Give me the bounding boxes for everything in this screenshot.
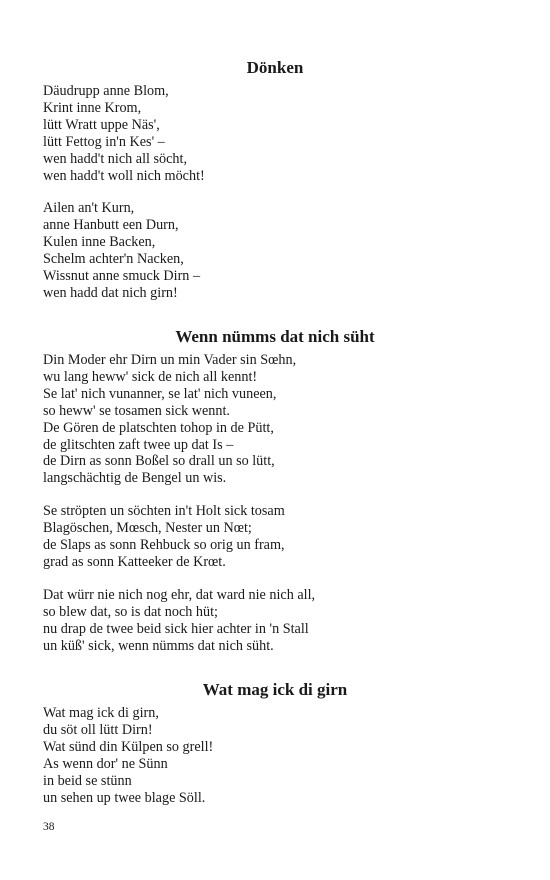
verse-line: wu lang heww' sick de nich all kennt! bbox=[43, 368, 258, 385]
verse-line: so heww' se tosamen sick wennt. bbox=[43, 402, 230, 419]
verse-line: nu drap de twee beid sick hier achter in 'n Stall bbox=[43, 620, 309, 637]
verse-line: un sehen up twee blage Söll. bbox=[43, 789, 206, 806]
verse-line: grad as sonn Katteeker de Krœt. bbox=[43, 553, 226, 570]
verse-line: wen hadd't nich all söcht, bbox=[43, 150, 188, 167]
stanza bbox=[43, 587, 513, 655]
verse-line: wen hadd't woll nich möcht! bbox=[43, 167, 205, 184]
verse-line: Ailen an't Kurn, bbox=[43, 200, 135, 216]
verse-line: Se lat' nich vunanner, se lat' nich vuneen, bbox=[43, 385, 277, 402]
stanza bbox=[43, 705, 513, 806]
verse-line: Din Moder ehr Dirn un min Vader sin Sœhn, bbox=[43, 352, 297, 368]
verse-line: Krint inne Krom, bbox=[43, 99, 142, 116]
verse-line: de Dirn as sonn Boßel so drall un so lütt, bbox=[43, 453, 275, 470]
verse-line: Kulen inne Backen, bbox=[43, 233, 156, 250]
poem-title-wenn-nuemms: Wenn nümms dat nich süht bbox=[175, 327, 375, 346]
verse-line: Blagöschen, Mœsch, Nester un Nœt; bbox=[43, 519, 252, 536]
poem-title-doenken: Dönken bbox=[246, 58, 304, 77]
verse-line: Dat würr nie nich nog ehr, dat ward nie nich all, bbox=[43, 587, 316, 603]
verse-line: so blew dat, so is dat noch hüt; bbox=[43, 603, 218, 620]
verse-line: wen hadd dat nich girn! bbox=[43, 284, 178, 301]
verse-line: de Slaps as sonn Rehbuck so orig un fram, bbox=[43, 536, 285, 553]
poem-title-wat-mag-ick: Wat mag ick di girn bbox=[202, 680, 348, 699]
verse-line: de glitschten zaft twee up dat Is – bbox=[43, 436, 234, 453]
verse-line: Däudrupp anne Blom, bbox=[43, 83, 169, 99]
verse-line: un küß' sick, wenn nümms dat nich süht. bbox=[43, 637, 274, 654]
page-number: 38 bbox=[43, 821, 55, 833]
verse-line: lütt Wratt uppe Näs', bbox=[43, 116, 160, 133]
stanza bbox=[43, 352, 513, 487]
verse-line: du söt oll lütt Dirn! bbox=[43, 721, 153, 738]
verse-line: Se ströpten un söchten in't Holt sick tosam bbox=[43, 503, 285, 519]
verse-line: langschächtig de Bengel un wis. bbox=[43, 470, 227, 487]
verse-line: anne Hanbutt een Durn, bbox=[43, 216, 179, 233]
stanza bbox=[43, 503, 513, 571]
verse-line: De Gören de platschten tohop in de Pütt, bbox=[43, 419, 274, 436]
stanza bbox=[43, 83, 513, 184]
verse-line: Wissnut anne smuck Dirn – bbox=[43, 267, 201, 284]
verse-line: lütt Fettog in'n Kes' – bbox=[43, 133, 165, 150]
verse-line: Schelm achter'n Nacken, bbox=[43, 250, 184, 267]
verse-line: As wenn dor' ne Sünn bbox=[43, 755, 168, 772]
verse-line: in beid se stünn bbox=[43, 772, 132, 789]
stanza bbox=[43, 200, 513, 301]
verse-line: Wat sünd din Külpen so grell! bbox=[43, 738, 214, 755]
verse-line: Wat mag ick di girn, bbox=[43, 705, 159, 721]
